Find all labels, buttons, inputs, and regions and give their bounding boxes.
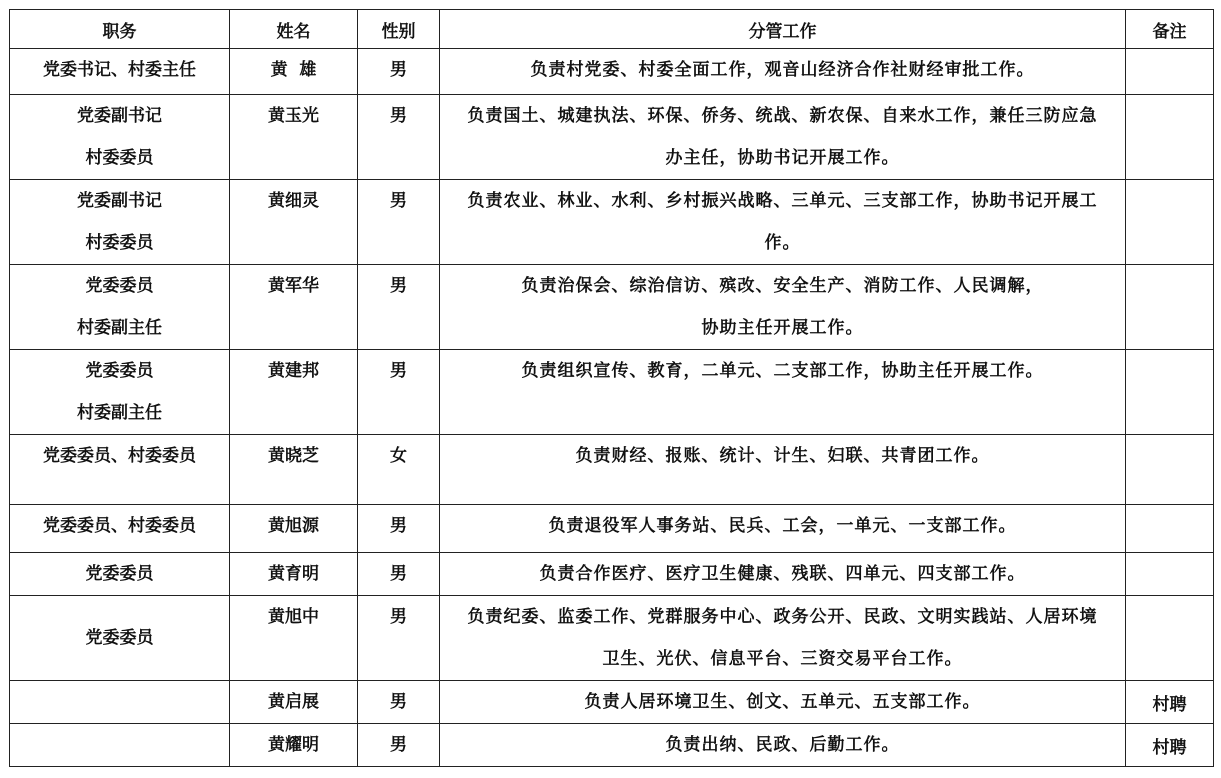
gender-cell: 男 [358,505,440,553]
name-cell: 黄育明 [230,553,358,596]
position-cell: 党委委员 村委副主任 [10,265,230,350]
header-position: 职务 [10,10,230,49]
header-gender: 性别 [358,10,440,49]
duties-cell: 负责人居环境卫生、创文、五单元、五支部工作。 [440,681,1126,724]
position-cell: 党委副书记 村委委员 [10,95,230,180]
header-name: 姓名 [230,10,358,49]
header-remarks: 备注 [1126,10,1214,49]
header-duties: 分管工作 [440,10,1126,49]
remarks-cell [1126,49,1214,95]
remarks-cell [1126,596,1214,681]
remarks-cell [1126,95,1214,180]
position-cell: 党委委员 村委副主任 [10,350,230,435]
position-cell: 党委委员 [10,553,230,596]
table-row [10,95,1214,180]
remarks-cell [1126,505,1214,553]
table-row [10,505,1214,553]
name-cell: 黄耀明 [230,724,358,767]
table-row [10,49,1214,95]
gender-cell: 男 [358,265,440,350]
duties-cell: 负责治保会、综治信访、殡改、安全生产、消防工作、人民调解， 协助主任开展工作。 [440,265,1126,350]
remarks-cell [1126,180,1214,265]
name-cell: 黄晓芝 [230,435,358,505]
remarks-cell: 村聘 [1126,681,1214,724]
remarks-cell [1126,265,1214,350]
duties-cell: 负责村党委、村委全面工作，观音山经济合作社财经审批工作。 [440,49,1126,95]
name-cell: 黄 雄 [230,49,358,95]
gender-cell: 男 [358,95,440,180]
gender-cell: 男 [358,596,440,681]
duties-cell: 负责农业、林业、水利、乡村振兴战略、三单元、三支部工作，协助书记开展工 作。 [440,180,1126,265]
position-cell: 党委副书记 村委委员 [10,180,230,265]
gender-cell: 男 [358,681,440,724]
table-row [10,180,1214,265]
table-row [10,350,1214,435]
position-cell [10,724,230,767]
duties-cell: 负责财经、报账、统计、计生、妇联、共青团工作。 [440,435,1126,505]
gender-cell: 女 [358,435,440,505]
duties-cell: 负责纪委、监委工作、党群服务中心、政务公开、民政、文明实践站、人居环境 卫生、光伏、信息平台、三资交易平台工作。 [440,596,1126,681]
position-cell: 党委委员、村委委员 [10,505,230,553]
position-cell: 党委委员 [10,596,230,681]
gender-cell: 男 [358,724,440,767]
remarks-cell [1126,350,1214,435]
table-row [10,681,1214,724]
position-cell: 党委委员、村委委员 [10,435,230,505]
table-row [10,553,1214,596]
remarks-cell: 村聘 [1126,724,1214,767]
duties-cell: 负责组织宣传、教育，二单元、二支部工作，协助主任开展工作。 [440,350,1126,435]
name-cell: 黄旭源 [230,505,358,553]
duties-cell: 负责合作医疗、医疗卫生健康、残联、四单元、四支部工作。 [440,553,1126,596]
duties-cell: 负责出纳、民政、后勤工作。 [440,724,1126,767]
remarks-cell [1126,553,1214,596]
table-row [10,596,1214,681]
table-row [10,724,1214,767]
name-cell: 黄启展 [230,681,358,724]
gender-cell: 男 [358,49,440,95]
remarks-cell [1126,435,1214,505]
name-cell: 黄军华 [230,265,358,350]
table-row [10,435,1214,505]
gender-cell: 男 [358,180,440,265]
header-row [10,10,1214,49]
name-cell: 黄建邦 [230,350,358,435]
name-cell: 黄旭中 [230,596,358,681]
position-cell [10,681,230,724]
position-cell: 党委书记、村委主任 [10,49,230,95]
name-cell: 黄细灵 [230,180,358,265]
duties-cell: 负责国土、城建执法、环保、侨务、统战、新农保、自来水工作，兼任三防应急 办主任，协助书记开展工作。 [440,95,1126,180]
duties-cell: 负责退役军人事务站、民兵、工会，一单元、一支部工作。 [440,505,1126,553]
gender-cell: 男 [358,350,440,435]
gender-cell: 男 [358,553,440,596]
table-row [10,265,1214,350]
name-cell: 黄玉光 [230,95,358,180]
staff-duty-table [9,9,1214,767]
